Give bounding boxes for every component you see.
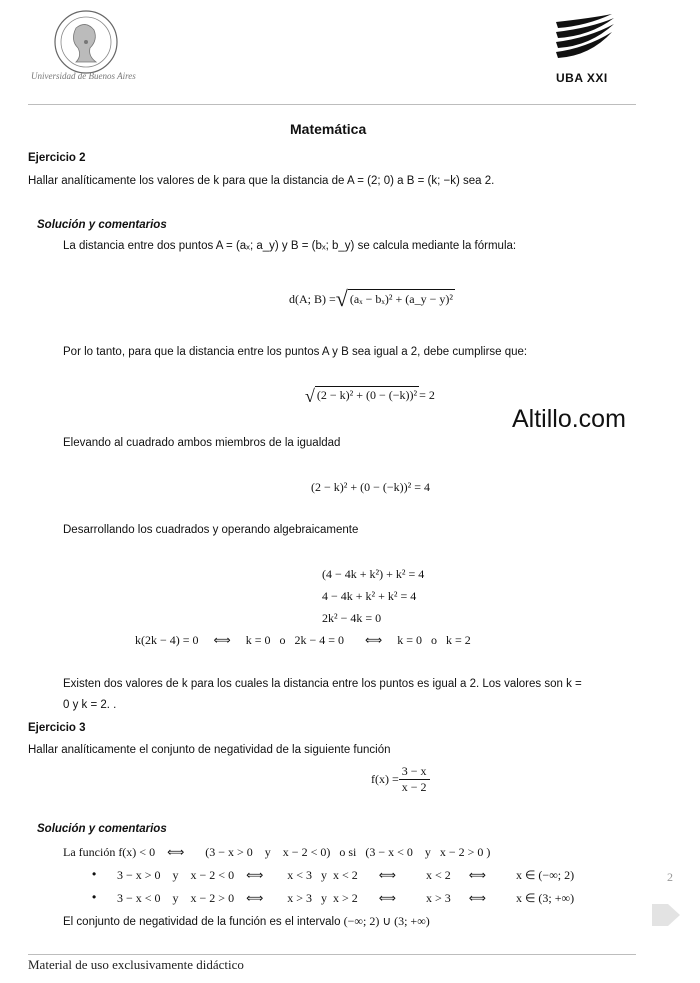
bullet-dot: •: [92, 867, 97, 881]
function-fraction: [399, 764, 430, 795]
next-page-arrow-icon[interactable]: [652, 902, 680, 928]
squared-equation: (2 − k)² + (0 − (−k))² = 4: [311, 480, 431, 494]
footer-divider: [28, 954, 636, 955]
case-2: 3 − x < 0 y x − 2 > 0 ⟺ x > 3 y x > 2 ⟺ x > 3 ⟺ x ∈ (3; +∞): [117, 891, 575, 905]
uba-xxi-logo-text: UBA XXI: [556, 71, 608, 85]
exercise-2-statement: Hallar analíticamente los valores de k para que la distancia de A = (2; 0) a B = (k; −k) sea 2.: [28, 175, 495, 187]
exercise-2-heading: Ejercicio 2: [28, 152, 86, 164]
distance-formula-radicand: (aₓ − bₓ)² + (a_y − y)²: [348, 289, 455, 310]
sqrt-symbol: √: [335, 286, 348, 311]
distance-equation-rhs: = 2: [419, 388, 435, 402]
ex2-paragraph-5-line-2: 0 y k = 2. .: [63, 699, 117, 711]
algebra-step-2: 4 − 4k + k² + k² = 4: [322, 589, 417, 603]
conclusion: [63, 912, 430, 930]
exercise-2-solution-heading: Solución y comentarios: [37, 219, 167, 231]
ex2-paragraph-4: Desarrollando los cuadrados y operando algebraicamente: [63, 524, 359, 536]
university-name-script: Universidad de Buenos Aires: [31, 71, 136, 81]
watermark-altillo: Altillo.com: [512, 405, 626, 433]
sqrt-symbol: √: [305, 386, 315, 406]
distance-equation-radicand: (2 − k)² + (0 − (−k))²: [315, 386, 419, 405]
distance-formula-lhs: d(A; B) =: [289, 292, 336, 306]
function-definition: [371, 764, 430, 795]
ex2-paragraph-2: Por lo tanto, para que la distancia entre los puntos A y B sea igual a 2, debe cumplirse que:: [63, 346, 528, 358]
header-divider: [28, 104, 636, 105]
side-page-number: 2: [667, 870, 673, 884]
conclusion-text: El conjunto de negatividad de la función es el intervalo: [63, 916, 344, 928]
function-lhs: f(x) =: [371, 772, 399, 786]
case-1: 3 − x > 0 y x − 2 < 0 ⟺ x < 3 y x < 2 ⟺ x < 2 ⟺ x ∈ (−∞; 2): [117, 868, 575, 882]
exercise-3-heading: Ejercicio 3: [28, 722, 86, 734]
algebra-step-1: (4 − 4k + k²) + k² = 4: [322, 567, 425, 581]
bullet-dot: •: [92, 890, 97, 904]
function-denominator: x − 2: [401, 780, 427, 794]
footer-text: Material de uso exclusivamente didáctico: [28, 957, 244, 972]
ex2-paragraph-3: Elevando al cuadrado ambos miembros de la igualdad: [63, 437, 341, 449]
uba-xxi-logo: [552, 12, 618, 70]
function-numerator: 3 − x: [401, 764, 427, 778]
distance-formula: [289, 288, 455, 310]
conclusion-interval: (−∞; 2) ∪ (3; +∞): [343, 914, 430, 928]
exercise-3-statement: Hallar analíticamente el conjunto de negatividad de la siguiente función: [28, 744, 391, 756]
algebra-step-4: k(2k − 4) = 0 ⟺ k = 0 o 2k − 4 = 0 ⟺ k = 0 o k = 2: [135, 633, 471, 647]
negativity-condition: La función f(x) < 0 ⟺ (3 − x > 0 y x − 2 < 0) o si (3 − x < 0 y x − 2 > 0 ): [63, 845, 491, 859]
distance-equation: [305, 386, 435, 405]
ex2-paragraph-1: La distancia entre dos puntos A = (aₓ; a_y) y B = (bₓ; b_y) se calcula mediante la fórmula:: [63, 240, 517, 252]
page-title: Matemática: [290, 121, 367, 137]
algebra-step-3: 2k² − 4k = 0: [322, 611, 382, 625]
ex2-paragraph-5-line-1: Existen dos valores de k para los cuales la distancia entre los puntos es igual a 2. Los valores son k =: [63, 678, 582, 690]
exercise-3-solution-heading: Solución y comentarios: [37, 823, 167, 835]
